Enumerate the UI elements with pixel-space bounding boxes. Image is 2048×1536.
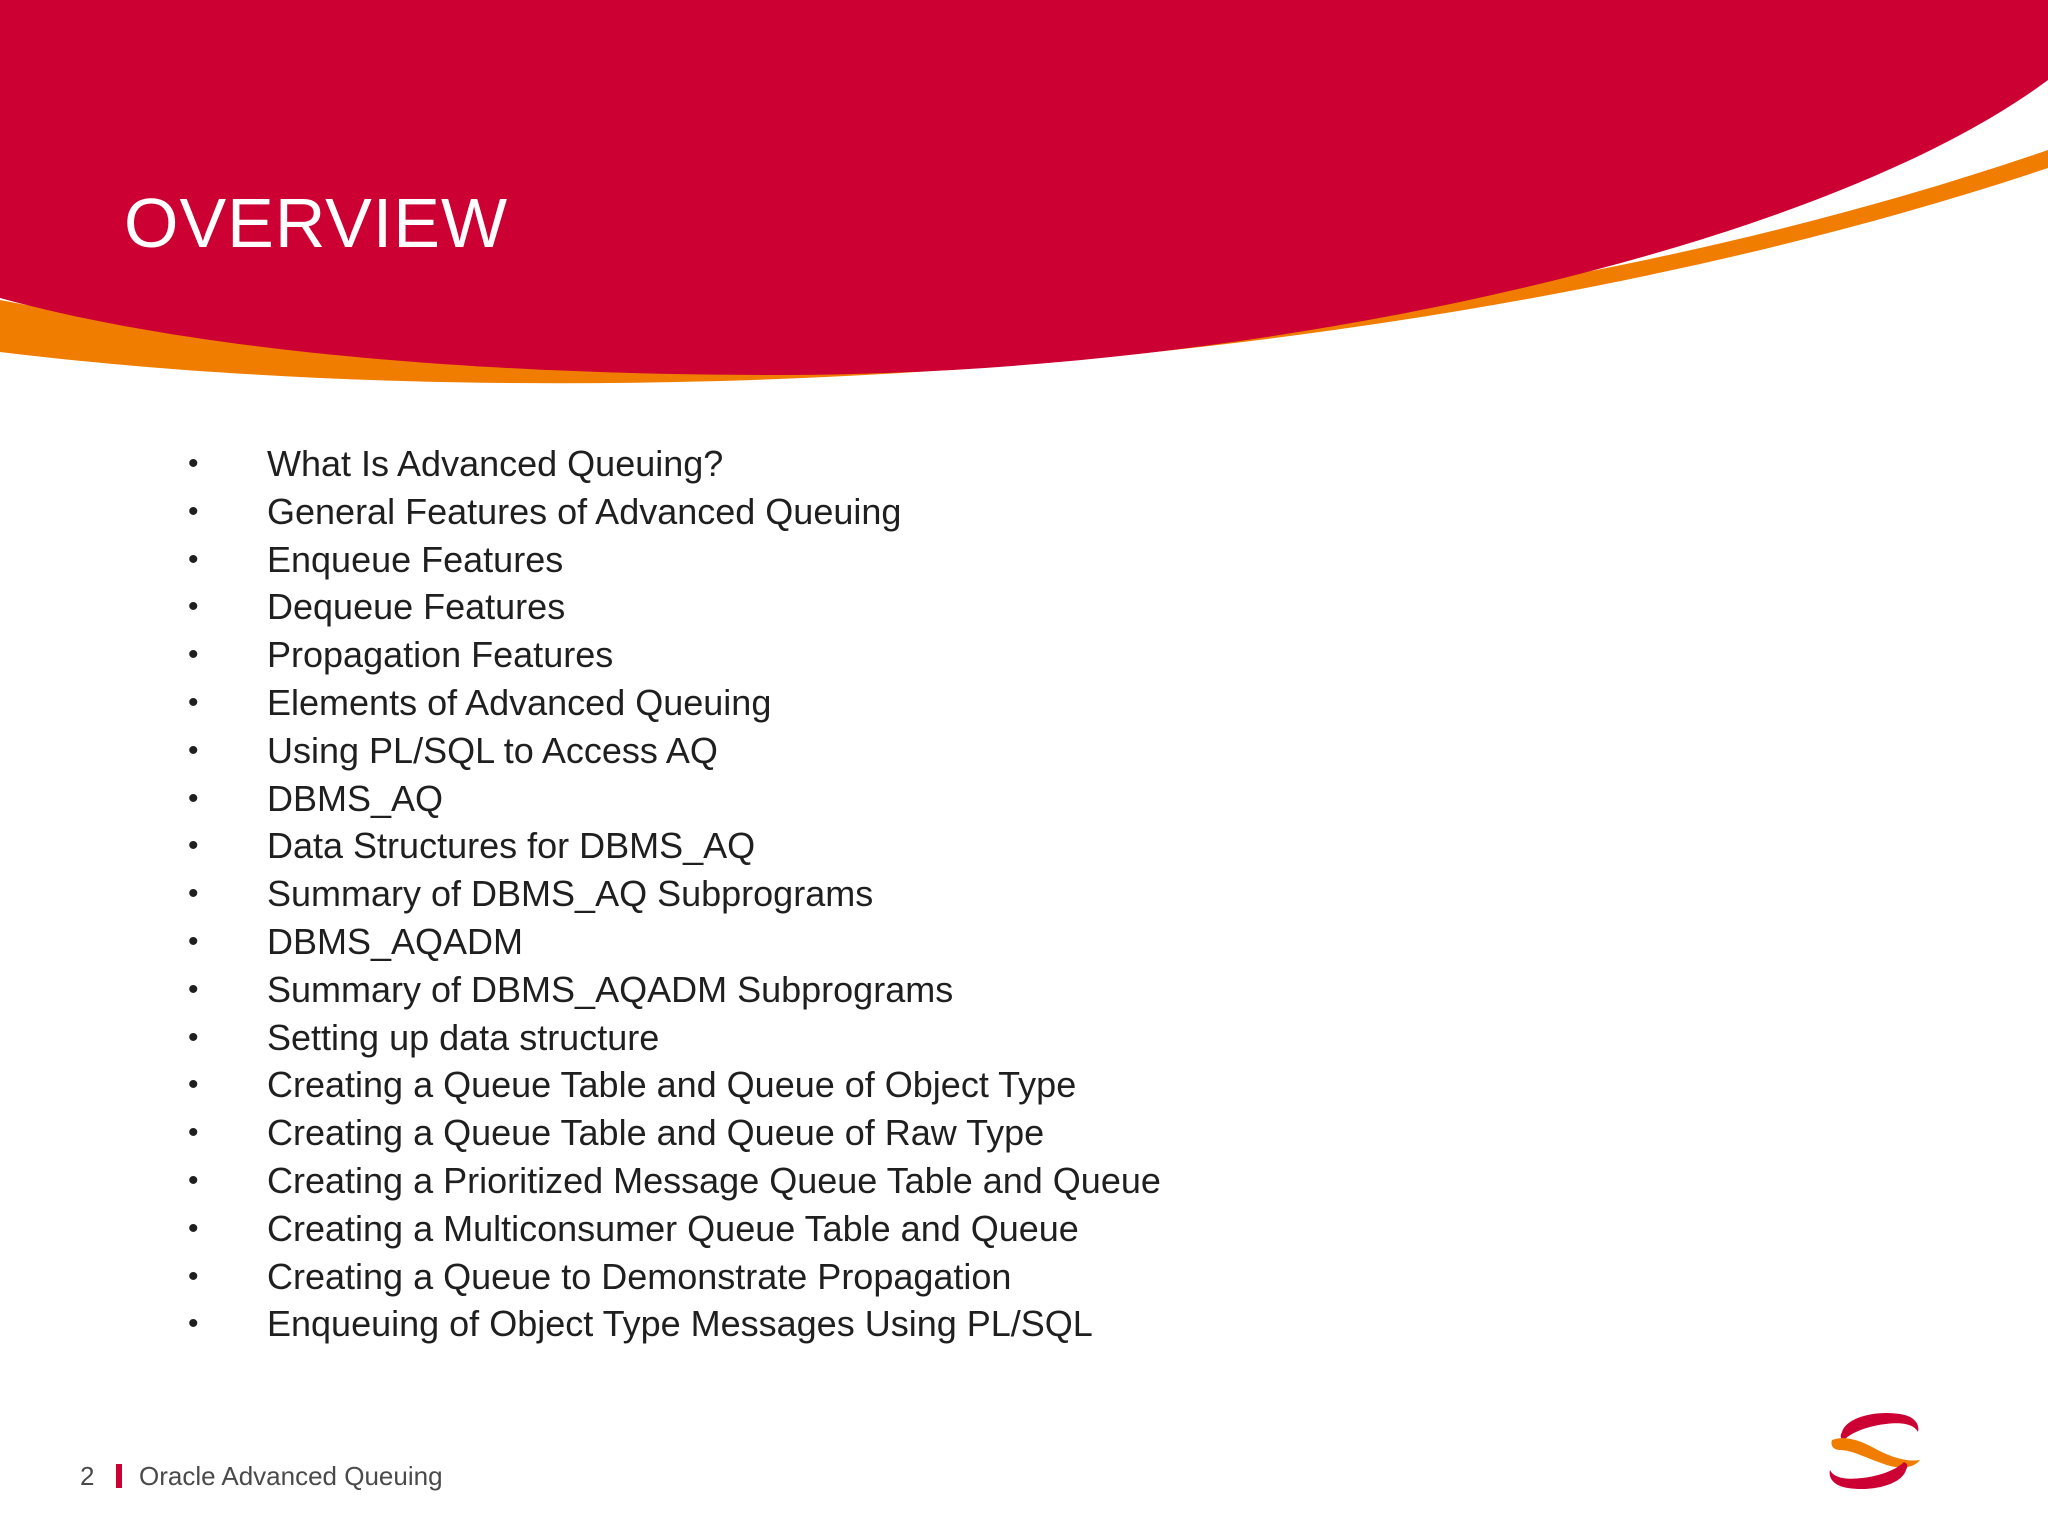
bullet-icon: • [188,1020,199,1054]
agenda-item-text: Summary of DBMS_AQ Subprograms [267,873,874,915]
bullet-icon: • [188,1163,199,1197]
agenda-item-text: Creating a Queue Table and Queue of Raw Type [267,1112,1045,1154]
agenda-item-text: Setting up data structure [267,1016,660,1058]
page-number: 2 [80,1461,95,1491]
bullet-icon: • [188,447,199,480]
slide-title: OVERVIEW [124,184,509,262]
bullet-icon: • [188,1116,199,1150]
bullet-icon: • [188,1068,199,1102]
footer-separator [116,1464,122,1488]
agenda-item-text: Creating a Queue to Demonstrate Propagation [267,1255,1012,1297]
bullet-icon: • [188,781,199,815]
bullet-icon: • [188,542,199,576]
agenda-item-text: DBMS_AQ [267,777,444,819]
company-logo-icon [1822,1410,1926,1492]
bullet-icon: • [188,1307,199,1341]
agenda-item-text: General Features of Advanced Queuing [267,490,902,532]
agenda-item-text: Data Structures for DBMS_AQ [267,825,756,867]
agenda-item-text: Summary of DBMS_AQADM Subprograms [267,968,954,1010]
agenda-item-text: Elements of Advanced Queuing [267,681,772,723]
bullet-icon: • [188,1211,199,1245]
bullet-icon: • [188,590,199,624]
footer-title: Oracle Advanced Queuing [139,1461,443,1491]
bullet-icon: • [188,877,199,911]
agenda-item-text: Enqueue Features [267,538,564,580]
agenda-item-text: DBMS_AQADM [267,920,524,962]
bullet-icon: • [188,1259,199,1293]
bullet-icon: • [188,972,199,1006]
bullet-icon: • [188,924,199,958]
bullet-icon: • [188,733,199,767]
agenda-item-text: Dequeue Features [267,586,566,628]
bullet-icon: • [188,638,199,672]
agenda-item-text: Creating a Multiconsumer Queue Table and Queue [267,1207,1079,1249]
agenda-item-text: What Is Advanced Queuing? [267,443,724,484]
logo-red-top-arc [1841,1413,1919,1440]
agenda-item-text: Propagation Features [267,634,614,676]
agenda-item-text: Using PL/SQL to Access AQ [267,729,718,771]
logo-orange-stroke [1831,1438,1920,1467]
agenda-item-text: Creating a Queue Table and Queue of Object Type [267,1064,1077,1106]
bullet-icon: • [188,685,199,719]
bullet-icon: • [188,829,199,863]
agenda-item-text: Enqueuing of Object Type Messages Using PL/SQL [267,1303,1093,1345]
agenda-item-text: Creating a Prioritized Message Queue Table and Queue [267,1159,1161,1201]
bullet-icon: • [188,494,199,528]
